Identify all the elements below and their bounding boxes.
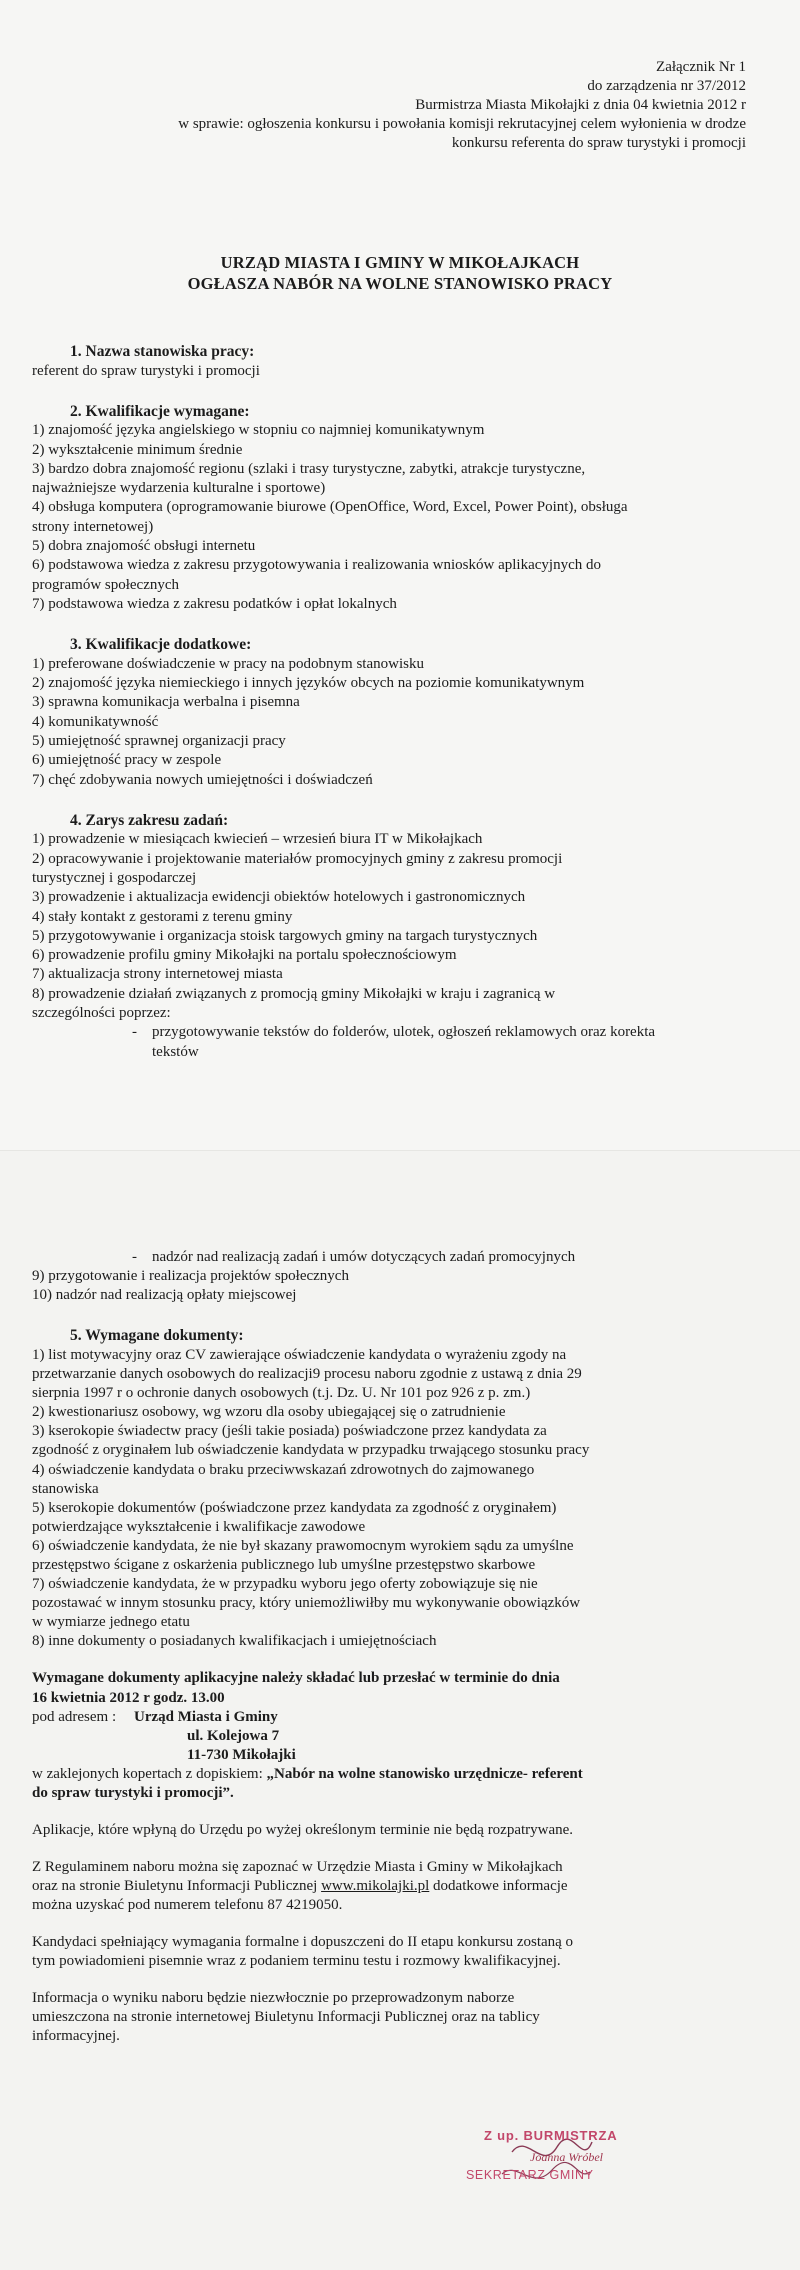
candidates-note: [32, 1933, 768, 1971]
list-item: 6) umiejętność pracy w zespole: [32, 752, 222, 769]
list-item: przestępstwo ścigane z oskarżenia publicznego lub umyślne przestępstwo skarbowe: [32, 1557, 536, 1574]
address-city: 11-730 Mikołajki: [187, 1746, 296, 1763]
results-line-2: umieszczona na stronie internetowej Biuletynu Informacji Publicznej oraz na tablicy: [32, 2008, 540, 2025]
list-item: 2) znajomość języka niemieckiego i innych języków obcych na poziomie komunikatywnym: [32, 675, 585, 692]
list-item: 1) preferowane doświadczenie w pracy na podobnym stanowisku: [32, 655, 424, 672]
results-line-3: informacyjnej.: [32, 2027, 120, 2044]
regulations-line-2: [32, 1877, 768, 1896]
attachment-subject-1: w sprawie: ogłoszenia konkursu i powołania komisji rekrutacyjnej celem wyłonienia w drodze: [178, 116, 746, 132]
list-item: 6) podstawowa wiedza z zakresu przygotowywania i realizowania wniosków aplikacyjnych do: [32, 557, 601, 574]
list-item: 4) obsługa komputera (oprogramowanie biurowe (OpenOffice, Word, Excel, Power Point), obsługa: [32, 499, 628, 516]
bullet-item: [32, 1023, 752, 1062]
submission-block: [32, 1669, 768, 1802]
section-heading: 4. Zarys zakresu zadań:: [70, 811, 229, 829]
section-position-name: [32, 342, 752, 381]
list-item: 6) oświadczenie kandydata, że nie był skazany prawomocnym wyrokiem sądu za umyślne: [32, 1537, 574, 1554]
list-item: 7) chęć zdobywania nowych umiejętności i doświadczeń: [32, 771, 373, 788]
list-item: potwierdzające wykształcenie i kwalifikacje zawodowe: [32, 1518, 366, 1535]
list-item: 1) znajomość języka angielskiego w stopniu co najmniej komunikatywnym: [32, 422, 485, 439]
regulations-line-1: Z Regulaminem naboru można się zapoznać w Urzędzie Miasta i Gminy w Mikołajkach: [32, 1858, 563, 1875]
submission-deadline-2: 16 kwietnia 2012 r godz. 13.00: [32, 1689, 225, 1706]
stamp-line-2: Joanna Wróbel: [530, 2150, 603, 2164]
list-item: 3) bardzo dobra znajomość regionu (szlaki i trasy turystyczne, zabytki, atrakcje turystyczne,: [32, 460, 586, 477]
bullet-text: nadzór nad realizacją zadań i umów dotyczących zadań promocyjnych: [152, 1249, 576, 1265]
section-additional-qualifications: [32, 635, 752, 790]
page-divider: [0, 1150, 800, 1151]
attachment-subject-2: konkursu referenta do spraw turystyki i promocji: [451, 135, 746, 151]
section-task-scope: [32, 811, 752, 1062]
list-item: zgodność z oryginałem lub oświadczenie kandydata w przypadku trwającego stosunku pracy: [32, 1442, 590, 1459]
list-item: turystycznej i gospodarczej: [32, 869, 197, 886]
document-title: [0, 252, 800, 294]
list-item: 5) umiejętność sprawnej organizacji pracy: [32, 732, 286, 749]
stamp-line-3: SEKRETARZ GMINY: [466, 2168, 594, 2182]
candidates-line-1: Kandydaci spełniający wymagania formalne i dopuszczeni do II etapu konkursu zostaną o: [32, 1933, 574, 1950]
address-row: [32, 1708, 768, 1727]
list-item: 2) kwestionariusz osobowy, wg wzoru dla osoby ubiegającej się o zatrudnienie: [32, 1404, 506, 1421]
envelope-label-2: do spraw turystyki i promocji”.: [32, 1784, 234, 1801]
submission-deadline-1: Wymagane dokumenty aplikacyjne należy składać lub przesłać w terminie do dnia: [32, 1670, 560, 1687]
page-two-content: [32, 1248, 768, 2046]
envelope-note: [32, 1765, 768, 1784]
list-item: 6) prowadzenie profilu gminy Mikołajki na portalu społecznościowym: [32, 947, 457, 964]
bullet-text-2: tekstów: [152, 1043, 199, 1060]
list-item: 9) przygotowanie i realizacja projektów społecznych: [32, 1268, 349, 1285]
list-item: 5) przygotowywanie i organizacja stoisk targowych gminy na targach turystycznych: [32, 927, 538, 944]
regulations-note: [32, 1858, 768, 1915]
regulations-text: dodatkowe informacje: [429, 1877, 568, 1894]
list-item: 3) sprawna komunikacja werbalna i pisemna: [32, 694, 300, 711]
list-item: programów społecznych: [32, 576, 180, 593]
bullet-text-1: przygotowywanie tekstów do folderów, ulotek, ogłoszeń reklamowych oraz korekta: [152, 1024, 656, 1041]
dash-icon: -: [132, 1024, 137, 1041]
list-item: 1) list motywacyjny oraz CV zawierające oświadczenie kandydata o wyrażeniu zgody na: [32, 1346, 567, 1363]
address-street: ul. Kolejowa 7: [187, 1727, 280, 1744]
official-stamp: [466, 2112, 618, 2202]
list-item: 5) dobra znajomość obsługi internetu: [32, 538, 256, 555]
list-item: pozostawać w innym stosunku pracy, który uniemożliwiłby mu wykonywanie obowiązków: [32, 1595, 581, 1612]
list-item: 2) wykształcenie minimum średnie: [32, 441, 243, 458]
envelope-prefix: w zaklejonych kopertach z dopiskiem:: [32, 1765, 267, 1782]
list-item: stanowiska: [32, 1480, 99, 1497]
address-row: [32, 1746, 768, 1765]
list-item: sierpnia 1997 r o ochronie danych osobowych (t.j. Dz. U. Nr 101 poz 926 z p. zm.): [32, 1385, 531, 1402]
list-item: 4) komunikatywność: [32, 713, 159, 730]
list-item: 7) aktualizacja strony internetowej miasta: [32, 966, 283, 983]
regulations-text: oraz na stronie Biuletynu Informacji Publicznej: [32, 1877, 322, 1894]
address-row: [32, 1727, 768, 1746]
list-item: 7) oświadczenie kandydata, że w przypadku wyboru jego oferty zobowiązuje się nie: [32, 1576, 538, 1593]
section-required-documents: [32, 1326, 768, 1651]
list-item: strony internetowej): [32, 518, 154, 535]
address-office: Urząd Miasta i Gminy: [134, 1708, 278, 1725]
list-item: 2) opracowywanie i projektowanie materiałów promocyjnych gminy z zakresu promocji: [32, 850, 563, 867]
list-item: 10) nadzór nad realizacją opłaty miejscowej: [32, 1287, 297, 1304]
list-item: 4) stały kontakt z gestorami z terenu gminy: [32, 908, 293, 925]
results-note: [32, 1989, 768, 2046]
list-item: 4) oświadczenie kandydata o braku przeciwwskazań zdrowotnych do zajmowanego: [32, 1461, 535, 1478]
bullet-item: [32, 1248, 768, 1267]
list-item: 3) prowadzenie i aktualizacja ewidencji obiektów hotelowych i gastronomicznych: [32, 889, 526, 906]
section-heading: 1. Nazwa stanowiska pracy:: [70, 343, 255, 360]
list-item: 5) kserokopie dokumentów (poświadczone przez kandydata za zgodność z oryginałem): [32, 1499, 557, 1516]
candidates-line-2: tym powiadomieni pisemnie wraz z podaniem terminu testu i rozmowy kwalifikacyjnej.: [32, 1952, 561, 1969]
attachment-decree: do zarządzenia nr 37/2012: [587, 78, 746, 94]
late-applications-note: Aplikacje, które wpłyną do Urzędu po wyżej określonym terminie nie będą rozpatrywane.: [32, 1821, 574, 1838]
address-label: pod adresem :: [32, 1708, 117, 1725]
attachment-number: Załącznik Nr 1: [656, 59, 746, 75]
regulations-line-3: można uzyskać pod numerem telefonu 87 4219050.: [32, 1896, 343, 1913]
section-heading: 5. Wymagane dokumenty:: [70, 1327, 244, 1345]
list-item: najważniejsze wydarzenia kulturalne i sportowe): [32, 480, 326, 497]
list-item: szczególności poprzez:: [32, 1005, 171, 1022]
title-line-2: OGŁASZA NABÓR NA WOLNE STANOWISKO PRACY: [187, 274, 613, 293]
list-item: 8) prowadzenie działań związanych z promocją gminy Mikołajki w kraju i zagranicą w: [32, 985, 556, 1002]
section-line: referent do spraw turystyki i promocji: [32, 362, 260, 379]
page-one-content: [32, 342, 752, 1083]
list-item: 1) prowadzenie w miesiącach kwiecień – wrzesień biura IT w Mikołajkach: [32, 831, 483, 848]
title-line-1: URZĄD MIASTA I GMINY W MIKOŁAJKACH: [220, 253, 580, 272]
attachment-header: [178, 58, 746, 153]
list-item: 3) kserokopie świadectw pracy (jeśli takie posiada) poświadczone przez kandydata za: [32, 1423, 547, 1440]
dash-icon: -: [132, 1249, 137, 1265]
list-item: przetwarzanie danych osobowych do realizacji9 procesu naboru zgodnie z ustawą z dnia 29: [32, 1366, 582, 1383]
list-item: w wymiarze jednego etatu: [32, 1614, 190, 1631]
stamp-line-1: Z up. BURMISTRZA: [484, 2128, 618, 2143]
list-item: 8) inne dokumenty o posiadanych kwalifikacjach i umiejętnościach: [32, 1633, 437, 1650]
envelope-label-1: „Nabór na wolne stanowisko urzędnicze- referent: [266, 1765, 583, 1782]
list-item: 7) podstawowa wiedza z zakresu podatków i opłat lokalnych: [32, 595, 397, 612]
section-heading: 3. Kwalifikacje dodatkowe:: [70, 636, 252, 654]
attachment-issuer: Burmistrza Miasta Mikołajki z dnia 04 kwietnia 2012 r: [415, 97, 746, 113]
results-line-1: Informacja o wyniku naboru będzie niezwłocznie po przeprowadzonym naborze: [32, 1989, 515, 2006]
section-required-qualifications: [32, 402, 752, 614]
section-heading: 2. Kwalifikacje wymagane:: [70, 402, 250, 420]
bip-link[interactable]: www.mikolajki.pl: [321, 1877, 430, 1894]
